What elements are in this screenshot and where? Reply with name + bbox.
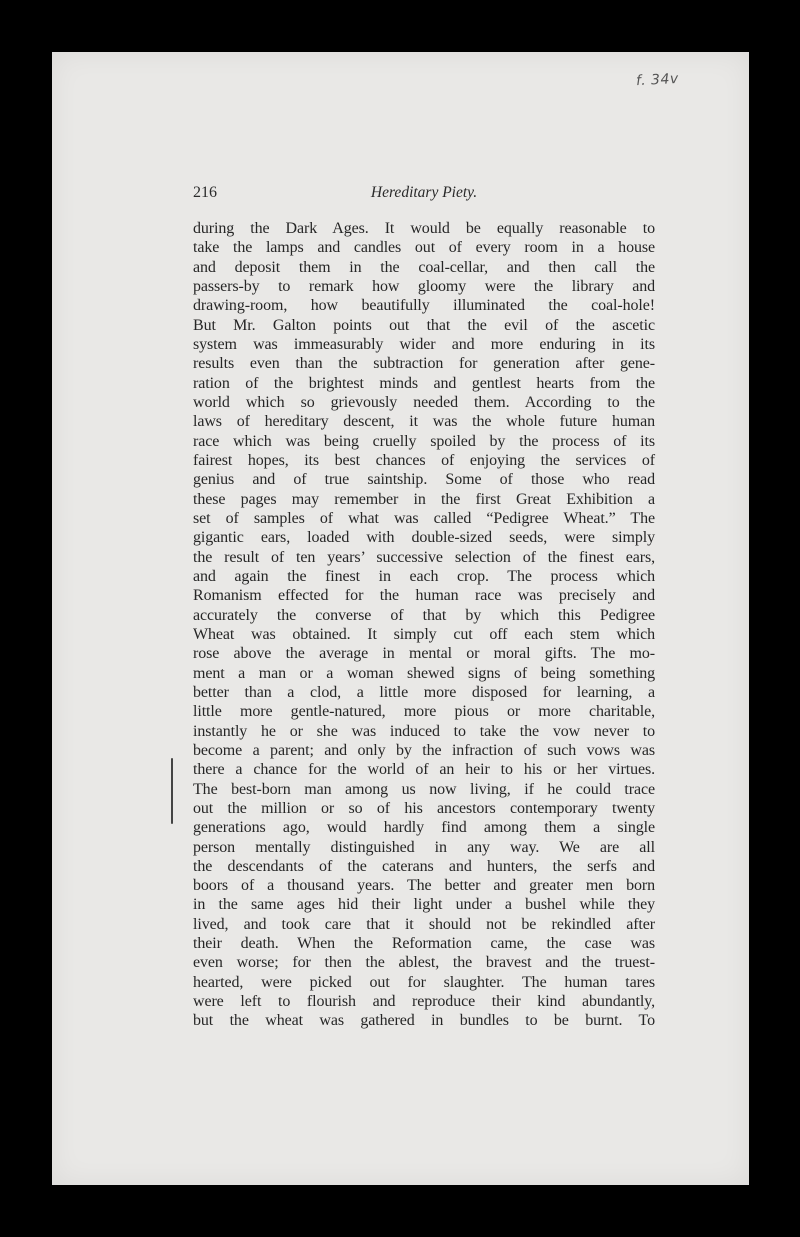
text-line: and deposit them in the coal-cellar, and then call the xyxy=(193,258,655,276)
text-line: little more gentle-natured, more pious or more charitable, xyxy=(193,703,655,721)
text-line: But Mr. Galton points out that the evil of the ascetic xyxy=(193,316,655,334)
body-text xyxy=(193,219,655,1031)
text-line: results even than the subtraction for generation after gene- xyxy=(193,355,655,373)
text-line: generations ago, would hardly find among them a single xyxy=(193,819,655,837)
text-line: were left to flourish and reproduce their kind abundantly, xyxy=(193,993,655,1011)
text-line: laws of hereditary descent, it was the whole future human xyxy=(193,413,655,431)
running-title: Hereditary Piety. xyxy=(370,184,478,201)
text-line: world which so grievously needed them. According to the xyxy=(193,393,655,411)
text-line: out the million or so of his ancestors contemporary twenty xyxy=(193,799,655,817)
text-line: and again the finest in each crop. The process which xyxy=(193,567,655,585)
page-header xyxy=(193,184,655,206)
text-line: better than a clod, a little more disposed for learning, a xyxy=(193,683,655,701)
text-line: take the lamps and candles out of every room in a house xyxy=(193,239,655,257)
text-line: The best-born man among us now living, if he could trace xyxy=(193,780,655,798)
text-line: accurately the converse of that by which this Pedigree xyxy=(193,606,655,624)
page-number: 216 xyxy=(193,184,217,201)
text-line: instantly he or she was induced to take the vow never to xyxy=(193,722,655,740)
text-line: hearted, were picked out for slaughter. The human tares xyxy=(193,973,655,991)
text-line: drawing-room, how beautifully illuminated the coal-hole! xyxy=(193,297,655,315)
text-line: boors of a thousand years. The better and greater men born xyxy=(193,877,655,895)
text-line: there a chance for the world of an heir to his or her virtues. xyxy=(193,761,655,779)
text-line: the result of ten years’ successive selection of the finest ears, xyxy=(193,548,655,566)
text-line: passers-by to remark how gloomy were the library and xyxy=(193,277,655,295)
text-line: but the wheat was gathered in bundles to be burnt. To xyxy=(193,1012,655,1030)
text-line: ment a man or a woman shewed signs of being something xyxy=(193,664,655,682)
text-line: in the same ages hid their light under a bushel while they xyxy=(193,896,655,914)
text-line: lived, and took care that it should not be rekindled after xyxy=(193,915,655,933)
text-line: Romanism effected for the human race was precisely and xyxy=(193,587,655,605)
text-line: the descendants of the caterans and hunters, the serfs and xyxy=(193,857,655,875)
text-line: their death. When the Reformation came, the case was xyxy=(193,935,655,953)
folio-annotation: f. 34v xyxy=(635,70,680,90)
text-line: set of samples of what was called “Pedigree Wheat.” The xyxy=(193,509,655,527)
text-line: fairest hopes, its best chances of enjoying the services of xyxy=(193,451,655,469)
text-line: person mentally distinguished in any way. We are all xyxy=(193,838,655,856)
text-line: even worse; for then the ablest, the bravest and the truest- xyxy=(193,954,655,972)
text-line: system was immeasurably wider and more enduring in its xyxy=(193,335,655,353)
text-line: become a parent; and only by the infraction of such vows was xyxy=(193,741,655,759)
text-line: rose above the average in mental or moral gifts. The mo- xyxy=(193,645,655,663)
text-line: race which was being cruelly spoiled by the process of its xyxy=(193,432,655,450)
text-line: genius and of true saintship. Some of those who read xyxy=(193,471,655,489)
text-line: ration of the brightest minds and gentlest hearts from the xyxy=(193,374,655,392)
margin-pencil-mark xyxy=(171,758,173,824)
text-line: these pages may remember in the first Great Exhibition a xyxy=(193,490,655,508)
text-line: during the Dark Ages. It would be equally reasonable to xyxy=(193,220,655,237)
text-line: Wheat was obtained. It simply cut off each stem which xyxy=(193,625,655,643)
text-line: gigantic ears, loaded with double-sized seeds, were simply xyxy=(193,529,655,547)
